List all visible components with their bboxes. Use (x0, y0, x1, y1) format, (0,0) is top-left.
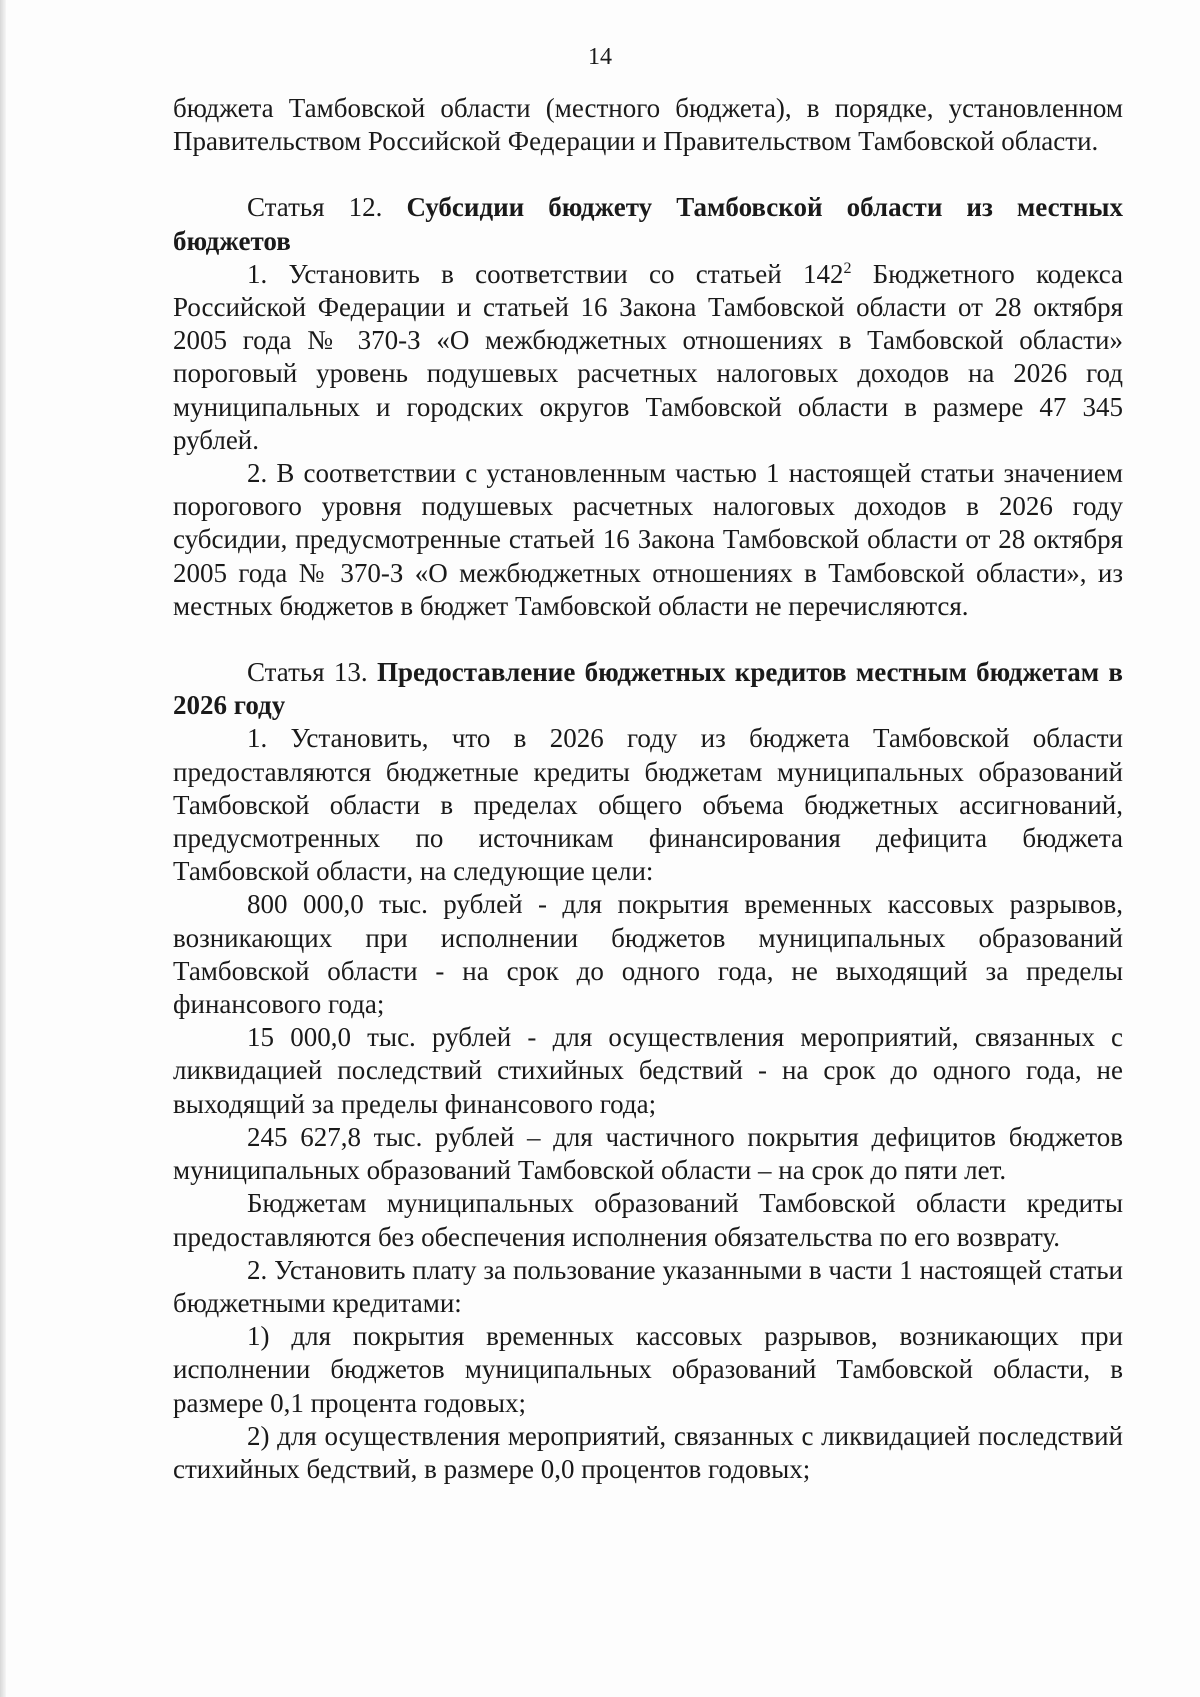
spacer (173, 158, 1123, 191)
spacer (173, 623, 1123, 656)
article-12-title: Субсидии бюджету Тамбовской области из местных бюджетов (173, 192, 1123, 256)
article-13-paragraph: 2. Установить плату за пользование указанными в части 1 настоящей статьи бюджетными кредитами: (173, 1254, 1123, 1318)
article-13-paragraph: 1) для покрытия временных кассовых разрывов, возникающих при исполнении бюджетов муниципальных образований Тамбовской области, в размере 0,1 процента годовых; (173, 1321, 1123, 1418)
article-12-heading (173, 191, 1123, 257)
article-12-p1-start: 1. Установить в соответствии со статьей 142 (247, 258, 844, 289)
article-13-paragraph: 245 627,8 тыс. рублей – для частичного покрытия дефицитов бюджетов муниципальных образований Тамбовской области – на срок до пяти лет. (173, 1121, 1123, 1186)
article-12-p1-rest: Бюджетного кодекса Российской Федерации и статьей 16 Закона Тамбовской области от 28 октября 2005 года № 370-З «О межбюджетных отношениях в Тамбовской области» пороговый уровень подушевых расчетных налоговых доходов на 2026 год муниципальных и городских округов Тамбовской области в размере 47 345 рублей. (173, 258, 1123, 455)
intro-paragraph: бюджета Тамбовской области (местного бюджета), в порядке, установленном Правительством Российской Федерации и Правительством Тамбовской области. (173, 93, 1123, 157)
article-13-paragraph: 15 000,0 тыс. рублей - для осуществления мероприятий, связанных с ликвидацией последствий стихийных бедствий - на срок до одного года, не выходящий за пределы финансового года; (173, 1022, 1123, 1119)
article-13-heading (173, 656, 1123, 722)
scan-edge-shadow (0, 0, 6, 1697)
document-body (173, 92, 1123, 1486)
article-12-prefix: Статья 12. (247, 192, 407, 223)
article-13-paragraph: 800 000,0 тыс. рублей - для покрытия временных кассовых разрывов, возникающих при исполнении бюджетов муниципальных образований Тамбовской области - на срок до одного года, не выходящий за пределы финансового года; (173, 889, 1123, 1020)
article-13-prefix: Статья 13. (247, 657, 377, 688)
article-13-title: Предоставление бюджетных кредитов местным бюджетам в 2026 году (173, 657, 1123, 721)
article-13-paragraph: 2) для осуществления мероприятий, связанных с ликвидацией последствий стихийных бедствий, в размере 0,0 процентов годовых; (173, 1420, 1123, 1484)
article-12-paragraph-2: 2. В соответствии с установленным частью 1 настоящей статьи значением порогового уровня подушевых расчетных налоговых доходов в 2026 году субсидии, предусмотренные статьей 16 Закона Тамбовской области от 28 октября 2005 года № 370-З «О межбюджетных отношениях в Тамбовской области», из местных бюджетов в бюджет Тамбовской области не перечисляются. (173, 458, 1123, 621)
article-12-paragraph-1 (173, 258, 1123, 457)
article-12-p1-superscript: 2 (843, 259, 852, 277)
page-number: 14 (588, 44, 612, 70)
article-13-paragraph: Бюджетам муниципальных образований Тамбовской области кредиты предоставляются без обеспечения исполнения обязательства по его возврату. (173, 1188, 1123, 1252)
article-13-paragraph: 1. Установить, что в 2026 году из бюджета Тамбовской области предоставляются бюджетные кредиты бюджетам муниципальных образований Тамбовской области в пределах общего объема бюджетных ассигнований, предусмотренных по источникам финансирования дефицита бюджета Тамбовской области, на следующие цели: (173, 723, 1123, 887)
